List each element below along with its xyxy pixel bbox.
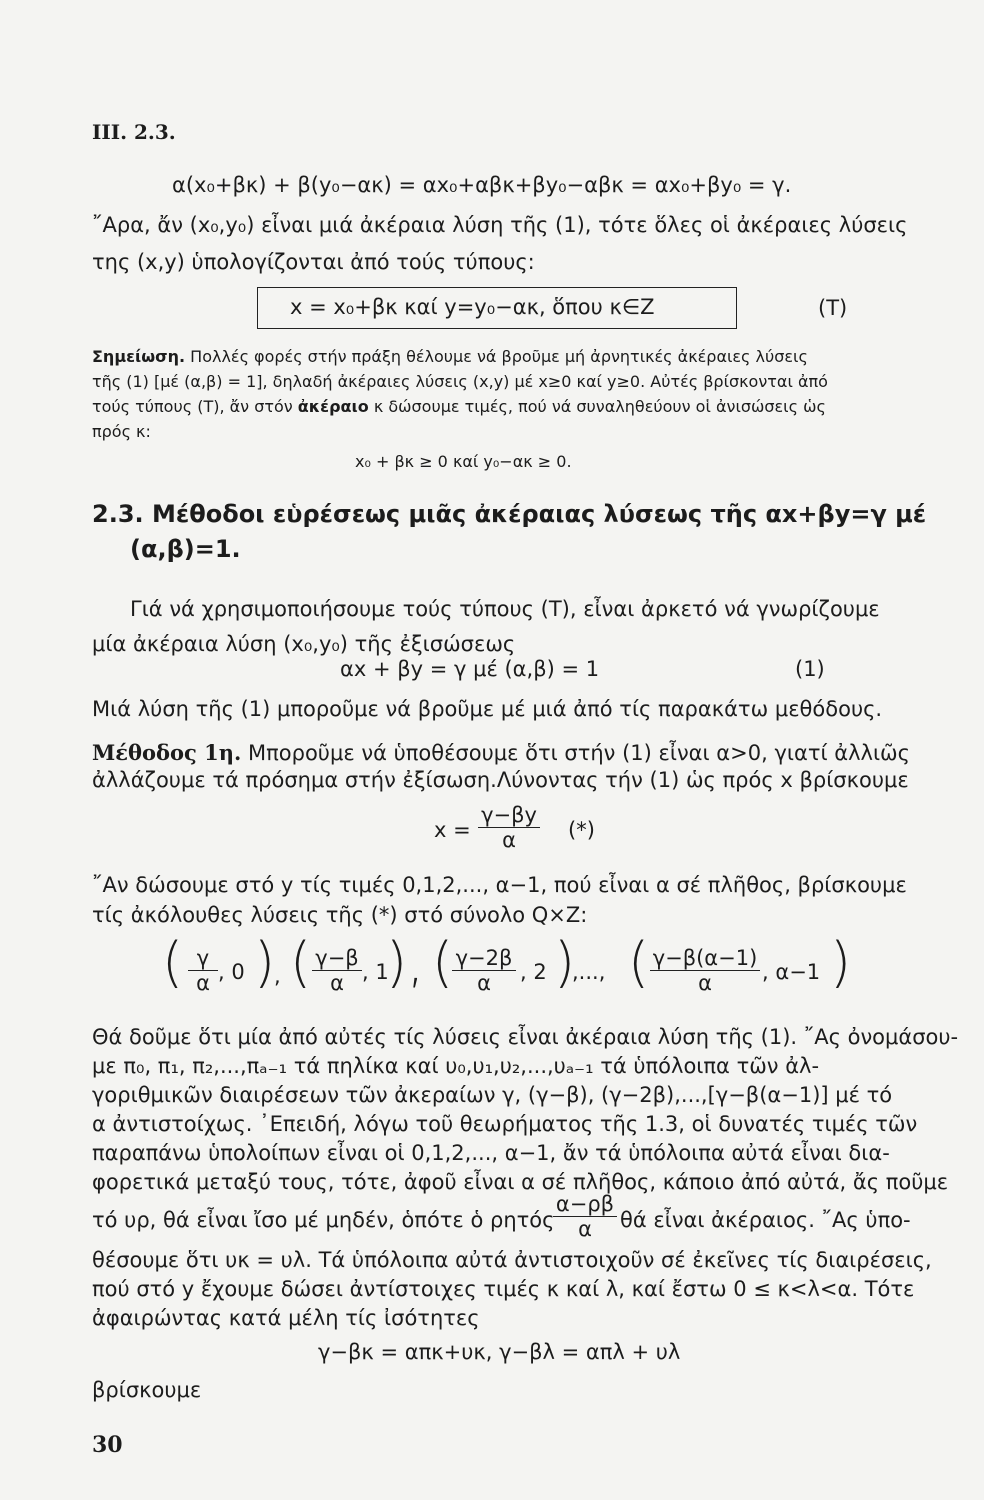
note-line xyxy=(92,397,826,416)
text-line: παραπάνω ὑπολοίπων εἶναι οἱ 0,1,2,..., α−1, ἄν τά ὑπόλοιπα αὐτά εἶναι δια- xyxy=(92,1141,890,1165)
running-header: III. 2.3. xyxy=(92,120,176,144)
tuple-rest: , 0 xyxy=(218,960,245,984)
equation-line: α(x₀+βκ) + β(y₀−ακ) = αx₀+αβκ+βy₀−αβκ = αx₀+βy₀ = γ. xyxy=(172,173,792,197)
note-line: τῆς (1) [μέ (α,β) = 1], δηλαδή ἀκέραιες λύσεις (x,y) μέ x≥0 καί y≥0. Αὐτές βρίσκονται ἀπό xyxy=(92,372,828,391)
fraction-numerator: γ−βy xyxy=(478,803,540,828)
method-label: Μέθοδος 1η. xyxy=(92,740,242,765)
text-line: πού στό y ἔχουμε δώσει ἀντίστοιχες τιμές κ καί λ, καί ἔστω 0 ≤ κ<λ<α. Τότε xyxy=(92,1277,915,1301)
fraction-denominator: α xyxy=(330,971,344,995)
text-line: θέσουμε ὅτι υκ = υλ. Τά ὑπόλοιπα αὐτά ἀντιστοιχοῦν σέ ἐκεῖνες τίς διαιρέσεις, xyxy=(92,1248,932,1272)
fraction-x xyxy=(478,803,540,852)
paren-open: ( xyxy=(432,931,454,994)
paren-open: ( xyxy=(162,931,184,994)
text-line: ῎Αν δώσουμε στό y τίς τιμές 0,1,2,..., α−1, πού εἶναι α σέ πλῆθος, βρίσκουμε xyxy=(92,873,907,897)
method-text: Μποροῦμε νά ὑποθέσουμε ὅτι στήν (1) εἶναι α>0, γιατί ἀλλιῶς xyxy=(248,741,910,765)
x-equals: x = xyxy=(434,818,471,842)
paren-close: ) xyxy=(254,931,276,994)
fraction-denominator: α xyxy=(477,971,491,995)
fraction-denominator: α xyxy=(698,971,712,995)
text-line: θά εἶναι ἀκέραιος. ῎Ας ὑπο- xyxy=(620,1208,911,1232)
fraction-numerator: α−ρβ xyxy=(553,1192,617,1217)
paren-close: ) xyxy=(830,931,852,994)
text-line: βρίσκουμε xyxy=(92,1378,202,1402)
fraction-numerator: γ−2β xyxy=(452,946,516,971)
paren-close: ), xyxy=(386,931,425,994)
fraction-numerator: γ−β(α−1) xyxy=(650,946,760,971)
text-line: με π₀, π₁, π₂,...,πₐ₋₁ τά πηλίκα καί υ₀,υ₁,υ₂,...,υₐ₋₁ τά ὑπόλοιπα τῶν ἀλ- xyxy=(92,1054,820,1078)
paren-open: ( xyxy=(628,931,650,994)
formula-box xyxy=(257,287,737,329)
text-line: μία ἀκέραια λύση (x₀,y₀) τῆς ἐξισώσεως xyxy=(92,632,516,656)
note-text: Πολλές φορές στήν πράξη θέλουμε νά βροῦμε μή ἀρνητικές ἀκέραιες λύσεις xyxy=(190,347,808,366)
fraction-numerator: γ−β xyxy=(312,946,362,971)
text-line xyxy=(92,740,910,765)
text-line: της (x,y) ὑπολογίζονται ἀπό τούς τύπους: xyxy=(92,250,535,274)
tuple-rest: , α−1 xyxy=(762,960,821,984)
text-line: φορετικά μεταξύ τους, τότε, ἀφοῦ εἶναι α σέ πλῆθος, κάποιο ἀπό αὐτά, ἄς ποῦμε xyxy=(92,1170,949,1194)
text-line: ἀλλάζουμε τά πρόσημα στήν ἐξίσωση.Λύνοντας τήν (1) ὡς πρός x βρίσκουμε xyxy=(92,768,909,792)
comma: , xyxy=(274,964,281,988)
fraction-rational xyxy=(553,1192,617,1241)
section-heading: 2.3. Μέθοδοι εὑρέσεως μιᾶς ἀκέραιας λύσεως τῆς αx+βy=γ μέ xyxy=(92,500,927,528)
tuple-fraction xyxy=(452,946,516,995)
note-text: τούς τύπους (T), ἄν στόν xyxy=(92,397,293,416)
equation-number: (1) xyxy=(795,657,825,681)
text-line: τίς ἀκόλουθες λύσεις τῆς (*) στό σύνολο Q×Z: xyxy=(92,903,588,927)
equation-line: γ−βκ = απκ+υκ, γ−βλ = απλ + υλ xyxy=(318,1340,681,1364)
fraction-denominator: α xyxy=(196,971,210,995)
formula-label: (T) xyxy=(818,296,848,320)
fraction-denominator: α xyxy=(502,828,516,852)
page-number: 30 xyxy=(92,1432,123,1458)
fraction-numerator: γ xyxy=(188,946,218,971)
equation-number: (*) xyxy=(568,818,595,842)
text-line: γοριθμικῶν διαιρέσεων τῶν ἀκεραίων γ, (γ−β), (γ−2β),...,[γ−β(α−1)] μέ τό xyxy=(92,1083,893,1107)
note-inequality: x₀ + βκ ≥ 0 καί y₀−ακ ≥ 0. xyxy=(355,452,572,471)
text-line: ῎Αρα, ἄν (x₀,y₀) εἶναι μιά ἀκέραια λύση τῆς (1), τότε ὅλες οἱ ἀκέραιες λύσεις xyxy=(92,213,908,237)
text-line: Μιά λύση τῆς (1) μποροῦμε νά βροῦμε μέ μιά ἀπό τίς παρακάτω μεθόδους. xyxy=(92,697,883,721)
section-heading-cont: (α,β)=1. xyxy=(130,535,241,563)
paren-close: ) xyxy=(554,931,576,994)
tuple-fraction xyxy=(188,946,218,995)
text-line: ἀφαιρώντας κατά μέλη τίς ἰσότητες xyxy=(92,1306,480,1330)
tuple-fraction xyxy=(650,946,760,995)
tuple-rest: , 1 xyxy=(362,960,389,984)
tuple-fraction xyxy=(312,946,362,995)
note-text: κ δώσουμε τιμές, πού νά συναληθεύουν οἱ ἀνισώσεις ὡς xyxy=(373,397,826,416)
text-line: α ἀντιστοίχως. ᾿Επειδή, λόγω τοῦ θεωρήματος τῆς 1.3, οἱ δυνατές τιμές τῶν xyxy=(92,1112,918,1136)
ellipsis: ,..., xyxy=(572,960,606,984)
paren-open: ( xyxy=(290,931,312,994)
boxed-formula: x = x₀+βκ καί y=y₀−ακ, ὅπου κ∈Z xyxy=(290,295,655,319)
note-label: Σημείωση. xyxy=(92,347,186,366)
text-line: Γιά νά χρησιμοποιήσουμε τούς τύπους (T), εἶναι ἀρκετό νά γνωρίζουμε xyxy=(130,597,880,621)
tuple-rest: , 2 xyxy=(520,960,547,984)
note-line xyxy=(92,347,808,366)
fraction-denominator: α xyxy=(578,1217,592,1241)
text-line: τό υρ, θά εἶναι ἴσο μέ μηδέν, ὁπότε ὁ ρητός xyxy=(92,1208,555,1232)
note-emphasis: ἀκέραιο xyxy=(297,397,369,416)
note-line: πρός κ: xyxy=(92,422,151,441)
text-line: Θά δοῦμε ὅτι μία ἀπό αὐτές τίς λύσεις εἶναι ἀκέραια λύση τῆς (1). ῎Ας ὀνομάσου- xyxy=(92,1025,959,1049)
equation-line: αx + βy = γ μέ (α,β) = 1 xyxy=(340,657,600,681)
